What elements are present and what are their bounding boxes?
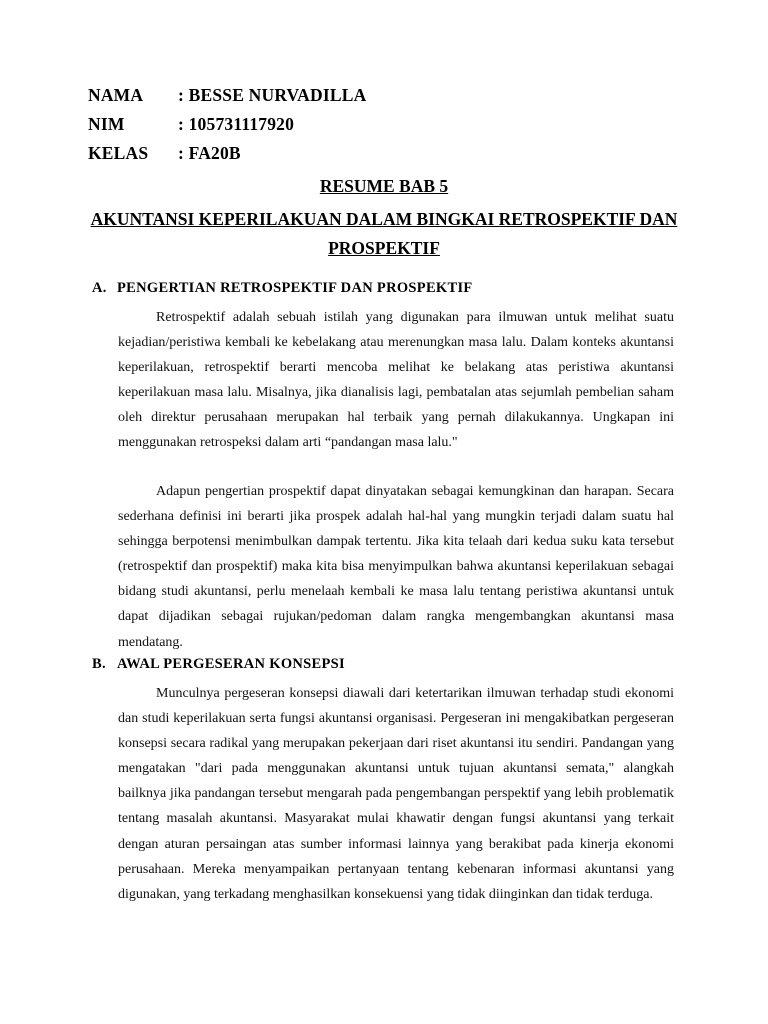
section-a-title: PENGERTIAN RETROSPEKTIF DAN PROSPEKTIF [117, 280, 473, 296]
student-identity [88, 81, 588, 168]
nim-row [88, 110, 588, 139]
kelas-row [88, 139, 588, 168]
section-b-letter: B. [92, 656, 106, 672]
kelas-value: : FA20B [178, 143, 241, 163]
nama-row [88, 81, 588, 110]
document-title: RESUME BAB 5 [319, 176, 449, 196]
section-a-heading [92, 280, 473, 297]
nim-label: NIM [88, 114, 125, 134]
section-b-heading [92, 656, 345, 673]
section-a-paragraph-2: Adapun pengertian prospektif dapat dinyatakan sebagai kemungkinan dan harapan. Secara sederhana definisi ini berarti jika prospek adalah hal-hal yang mungkin terjadi dalam suatu hal sehingga berpotensi menimbulkan dampak tertentu. Jika kita telaah dari kedua suku kata tersebut (retrospektif dan prospektif) maka kita bisa menyimpulkan bahwa akuntansi keperilakuan sebagai bidang studi akuntansi, perlu menelaah kembali ke masa lalu tentang peristiwa akuntansi untuk dapat dijadikan sebagai rujukan/pedoman dalam rangka mengembangkan akuntansi masa mendatang. [118, 484, 674, 650]
nim-value: : 105731117920 [178, 114, 295, 134]
document-subtitle: AKUNTANSI KEPERILAKUAN DALAM BINGKAI RETROSPEKTIF DAN PROSPEKTIF [90, 209, 678, 258]
nama-value: : BESSE NURVADILLA [178, 85, 367, 105]
nama-label: NAMA [88, 85, 144, 105]
section-b-paragraph-1: Munculnya pergeseran konsepsi diawali dari ketertarikan ilmuwan terhadap studi ekonomi dan studi keperilakuan serta fungsi akuntansi organisasi. Pergeseran ini mengakibatkan pergeseran konsepsi secara radikal yang merupakan pekerjaan dari riset akuntansi itu sendiri. Pandangan yang mengatakan "dari pada menggunakan akuntansi untuk tujuan akuntansi semata," alangkah bailknya jika pandangan tersebut mengarah pada pengembangan perspektif yang lebih problematik tentang masalah akuntansi. Masyarakat mulai khawatir dengan fungsi akuntansi yang terkait dengan aturan persaingan atas sumber informasi lainnya yang berakibat pada kinerja ekonomi perusahaan. Mereka menyampaikan pertanyaan tentang kebenaran informasi akuntansi yang digunakan, yang terkadang menghasilkan konsekuensi yang tidak diinginkan dan tidak terduga. [118, 686, 674, 902]
section-a-letter: A. [92, 280, 107, 296]
section-b-title: AWAL PERGESERAN KONSEPSI [117, 656, 345, 672]
kelas-label: KELAS [88, 143, 149, 163]
section-a-paragraph-1: Retrospektif adalah sebuah istilah yang digunakan para ilmuwan untuk melihat suatu kejadian/peristiwa kembali ke kebelakang atau merenungkan masa lalu. Dalam konteks akuntansi keperilakuan, retrospektif berarti mencoba melihat ke belakang atas peristiwa akuntansi keperilakuan masa lalu. Misalnya, jika dianalisis lagi, pembatalan atas sejumlah pembelian saham oleh direktur perusahaan merupakan hal terbaik yang pernah dilakukannya. Ungkapan ini menggunakan retrospeksi dalam arti “pandangan masa lalu." [118, 310, 674, 451]
